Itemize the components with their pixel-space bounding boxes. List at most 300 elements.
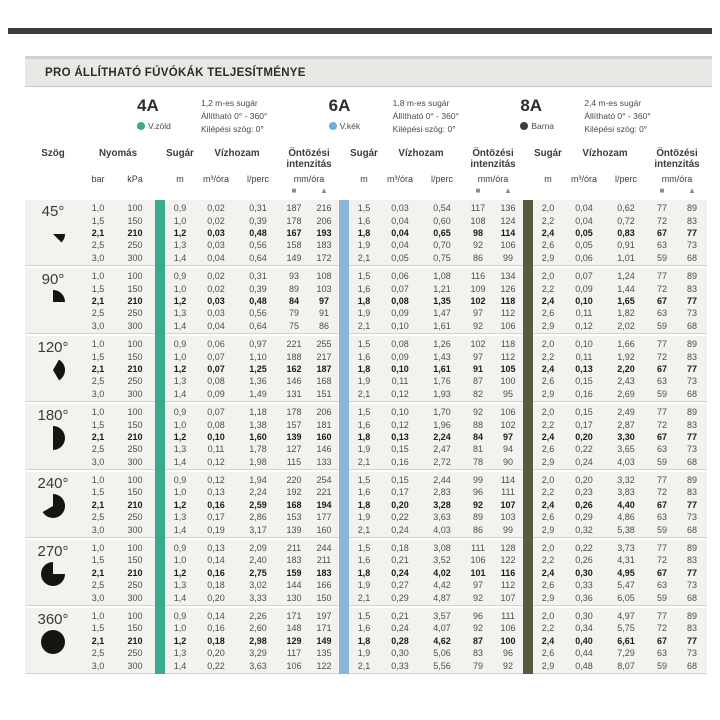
nozzle-desc-line: 2,4 m-es sugár bbox=[584, 98, 642, 108]
data-value: 1,4 bbox=[173, 388, 187, 399]
data-value: 187 bbox=[286, 203, 302, 214]
data-value: 112 bbox=[500, 351, 516, 362]
data-value: 172 bbox=[316, 252, 332, 263]
nozzle-desc-line: Állítható 0° - 360° bbox=[201, 111, 268, 122]
data-value: 1,0 bbox=[173, 487, 187, 498]
data-value: 146 bbox=[316, 444, 332, 455]
data-value: 94 bbox=[502, 444, 513, 455]
table-row bbox=[81, 338, 707, 350]
data-value: 77 bbox=[686, 431, 697, 442]
data-value: 1,6 bbox=[357, 351, 371, 362]
data-value: 103 bbox=[316, 283, 332, 294]
table-row bbox=[81, 307, 707, 319]
data-value: 0,39 bbox=[249, 215, 267, 226]
pressure-kpa-value: 210 bbox=[127, 363, 143, 374]
data-value: 0,70 bbox=[433, 240, 451, 251]
table-row bbox=[81, 363, 707, 375]
data-value: 2,83 bbox=[433, 487, 451, 498]
data-value: 117 bbox=[286, 648, 302, 659]
data-value: 1,43 bbox=[433, 351, 451, 362]
data-value: 68 bbox=[686, 660, 697, 671]
angle-sector-icon bbox=[25, 493, 81, 524]
data-value: 2,1 bbox=[357, 456, 371, 467]
data-value: 0,26 bbox=[575, 555, 593, 566]
data-value: 0,02 bbox=[207, 271, 225, 282]
pressure-bar-value: 2,5 bbox=[91, 512, 105, 523]
angle-label: 240° bbox=[37, 474, 69, 492]
data-value: 88 bbox=[472, 419, 483, 430]
data-value: 59 bbox=[656, 592, 667, 603]
data-value: 63 bbox=[656, 308, 667, 319]
data-value: 67 bbox=[656, 228, 667, 239]
data-value: 1,8 bbox=[357, 228, 371, 239]
data-value: 2,2 bbox=[541, 283, 555, 294]
pressure-bar-value: 2,5 bbox=[91, 648, 105, 659]
data-value: 0,34 bbox=[575, 623, 593, 634]
data-value: 1,6 bbox=[357, 623, 371, 634]
col-m: m bbox=[544, 173, 552, 184]
data-value: 2,2 bbox=[541, 623, 555, 634]
data-value: 118 bbox=[500, 339, 516, 350]
data-value: 160 bbox=[316, 524, 332, 535]
data-value: 72 bbox=[656, 555, 667, 566]
data-value: 114 bbox=[500, 475, 516, 486]
data-value: 0,06 bbox=[575, 252, 593, 263]
data-value: 73 bbox=[686, 376, 697, 387]
data-value: 183 bbox=[316, 240, 332, 251]
data-value: 0,07 bbox=[207, 363, 225, 374]
pressure-kpa-value: 210 bbox=[127, 635, 143, 646]
data-value: 0,60 bbox=[433, 215, 451, 226]
block-rows bbox=[81, 608, 707, 673]
data-value: 102 bbox=[470, 339, 486, 350]
data-value: 117 bbox=[470, 203, 486, 214]
col-l-perc: l/perc bbox=[430, 173, 453, 184]
data-value: 1,18 bbox=[249, 407, 267, 418]
pressure-bar-value: 1,5 bbox=[91, 487, 105, 498]
triangle-symbol-icon: ▲ bbox=[504, 185, 512, 195]
data-value: 93 bbox=[288, 271, 299, 282]
data-value: 0,44 bbox=[575, 648, 593, 659]
data-value: 2,2 bbox=[541, 487, 555, 498]
data-value: 1,4 bbox=[173, 320, 187, 331]
data-value: 2,1 bbox=[357, 320, 371, 331]
data-value: 133 bbox=[316, 456, 332, 467]
data-value: 216 bbox=[316, 203, 332, 214]
data-value: 1,2 bbox=[173, 363, 187, 374]
data-value: 0,54 bbox=[433, 203, 451, 214]
angle-sector-icon bbox=[25, 425, 81, 456]
data-value: 4,07 bbox=[433, 623, 451, 634]
pressure-kpa-value: 100 bbox=[127, 271, 143, 282]
data-value: 2,9 bbox=[541, 320, 555, 331]
col-ontozesi-intenzitas: Öntözési intenzitás bbox=[470, 148, 516, 171]
data-value: 0,40 bbox=[575, 635, 593, 646]
angle-block bbox=[25, 608, 707, 674]
pressure-kpa-value: 300 bbox=[127, 456, 143, 467]
data-value: 2,2 bbox=[541, 419, 555, 430]
pressure-kpa-value: 210 bbox=[127, 499, 143, 510]
data-value: 0,09 bbox=[391, 351, 409, 362]
data-value: 2,2 bbox=[541, 351, 555, 362]
col-m3-ora: m³/óra bbox=[202, 173, 229, 184]
data-value: 89 bbox=[686, 339, 697, 350]
data-value: 3,32 bbox=[617, 475, 635, 486]
data-value: 2,09 bbox=[249, 543, 267, 554]
data-value: 0,19 bbox=[207, 524, 225, 535]
data-value: 0,30 bbox=[391, 648, 409, 659]
data-value: 106 bbox=[500, 320, 516, 331]
data-value: 116 bbox=[500, 567, 516, 578]
data-value: 2,9 bbox=[541, 456, 555, 467]
data-value: 158 bbox=[286, 240, 302, 251]
data-value: 0,02 bbox=[207, 283, 225, 294]
data-value: 1,3 bbox=[173, 308, 187, 319]
nozzle-id bbox=[329, 95, 393, 137]
pressure-kpa-value: 250 bbox=[127, 444, 143, 455]
data-value: 1,9 bbox=[357, 444, 371, 455]
col-nyomas: Nyomás bbox=[98, 148, 138, 159]
data-value: 0,10 bbox=[207, 431, 225, 442]
col-l-perc: l/perc bbox=[246, 173, 269, 184]
data-value: 73 bbox=[686, 512, 697, 523]
data-value: 1,2 bbox=[173, 567, 187, 578]
block-rows bbox=[81, 200, 707, 265]
nozzle-description bbox=[393, 97, 459, 137]
table-row bbox=[81, 659, 707, 671]
data-value: 1,25 bbox=[249, 363, 267, 374]
data-value: 77 bbox=[686, 567, 697, 578]
pressure-bar-value: 2,1 bbox=[91, 228, 105, 239]
block-rows bbox=[81, 336, 707, 401]
data-value: 183 bbox=[286, 555, 302, 566]
data-value: 5,75 bbox=[617, 623, 635, 634]
pressure-bar-value: 1,0 bbox=[91, 407, 105, 418]
col-vizhozam: Vízhozam bbox=[214, 148, 260, 159]
data-value: 77 bbox=[656, 543, 667, 554]
data-value: 1,8 bbox=[357, 295, 371, 306]
data-value: 2,0 bbox=[541, 203, 555, 214]
data-value: 0,10 bbox=[391, 407, 409, 418]
col-m3-ora: m³/óra bbox=[386, 173, 413, 184]
data-value: 77 bbox=[686, 228, 697, 239]
data-value: 77 bbox=[686, 363, 697, 374]
table-row bbox=[81, 523, 707, 535]
data-value: 63 bbox=[656, 512, 667, 523]
nozzle-color-dot-icon bbox=[137, 122, 145, 130]
data-value: 0,04 bbox=[207, 320, 225, 331]
table-row bbox=[81, 455, 707, 467]
data-value: 87 bbox=[472, 376, 483, 387]
data-value: 1,5 bbox=[357, 271, 371, 282]
data-value: 1,9 bbox=[357, 580, 371, 591]
nozzle-desc-line: Állítható 0° - 360° bbox=[392, 111, 460, 122]
data-value: 89 bbox=[686, 610, 697, 621]
data-value: 89 bbox=[288, 283, 299, 294]
data-value: 0,12 bbox=[391, 419, 409, 430]
data-value: 1,8 bbox=[357, 499, 371, 510]
data-value: 72 bbox=[656, 419, 667, 430]
angle-label: 90° bbox=[41, 271, 65, 289]
table-row bbox=[81, 431, 707, 443]
data-value: 0,02 bbox=[207, 203, 225, 214]
data-value: 0,12 bbox=[207, 475, 225, 486]
pressure-bar-value: 1,0 bbox=[91, 610, 105, 621]
data-value: 83 bbox=[686, 351, 697, 362]
data-value: 1,8 bbox=[357, 363, 371, 374]
data-value: 0,20 bbox=[575, 431, 593, 442]
data-value: 0,18 bbox=[391, 543, 409, 554]
data-value: 90 bbox=[502, 456, 513, 467]
angle-block bbox=[25, 540, 707, 606]
data-value: 2,20 bbox=[617, 363, 635, 374]
pressure-kpa-value: 300 bbox=[127, 524, 143, 535]
data-value: 217 bbox=[316, 351, 332, 362]
col-ontozesi-intenzitas: Öntözési intenzitás bbox=[286, 148, 332, 171]
data-value: 0,03 bbox=[207, 295, 225, 306]
data-value: 255 bbox=[316, 339, 332, 350]
data-value: 0,15 bbox=[391, 475, 409, 486]
pressure-kpa-value: 100 bbox=[127, 543, 143, 554]
angle-sector-icon bbox=[25, 629, 81, 660]
angle-label: 120° bbox=[37, 338, 69, 356]
data-value: 86 bbox=[318, 320, 329, 331]
nozzle-id bbox=[137, 95, 201, 137]
square-symbol-icon: ■ bbox=[291, 185, 297, 195]
data-value: 0,9 bbox=[173, 203, 187, 214]
col-vizhozam: Vízhozam bbox=[582, 148, 628, 159]
data-value: 1,61 bbox=[433, 363, 451, 374]
data-value: 2,72 bbox=[433, 456, 451, 467]
data-value: 0,14 bbox=[207, 555, 225, 566]
pressure-bar-value: 3,0 bbox=[91, 320, 105, 331]
pressure-bar-value: 1,0 bbox=[91, 475, 105, 486]
data-value: 0,17 bbox=[575, 419, 593, 430]
data-value: 2,4 bbox=[541, 499, 555, 510]
data-value: 0,03 bbox=[207, 240, 225, 251]
data-value: 92 bbox=[472, 320, 483, 331]
data-value: 0,05 bbox=[575, 240, 593, 251]
table-row bbox=[81, 350, 707, 362]
data-value: 1,9 bbox=[357, 648, 371, 659]
data-value: 0,15 bbox=[575, 376, 593, 387]
data-value: 0,56 bbox=[249, 240, 267, 251]
data-value: 254 bbox=[316, 475, 332, 486]
data-value: 1,49 bbox=[249, 388, 267, 399]
data-value: 2,6 bbox=[541, 512, 555, 523]
data-value: 72 bbox=[656, 487, 667, 498]
table-row bbox=[81, 418, 707, 430]
data-value: 2,4 bbox=[541, 567, 555, 578]
data-value: 101 bbox=[470, 567, 486, 578]
pressure-kpa-value: 150 bbox=[127, 555, 143, 566]
table-row bbox=[81, 295, 707, 307]
pressure-kpa-value: 150 bbox=[127, 419, 143, 430]
data-value: 0,9 bbox=[173, 543, 187, 554]
data-value: 72 bbox=[656, 215, 667, 226]
data-value: 92 bbox=[472, 499, 483, 510]
col-vizhozam: Vízhozam bbox=[398, 148, 444, 159]
data-value: 0,04 bbox=[207, 252, 225, 263]
data-value: 149 bbox=[286, 252, 302, 263]
data-value: 2,26 bbox=[249, 610, 267, 621]
data-value: 67 bbox=[656, 363, 667, 374]
col-m: m bbox=[176, 173, 184, 184]
data-value: 3,02 bbox=[249, 580, 267, 591]
data-value: 89 bbox=[686, 475, 697, 486]
data-value: 4,02 bbox=[433, 567, 451, 578]
data-value: 67 bbox=[656, 431, 667, 442]
data-value: 77 bbox=[656, 339, 667, 350]
data-value: 0,13 bbox=[575, 363, 593, 374]
data-value: 221 bbox=[316, 487, 332, 498]
data-value: 171 bbox=[316, 623, 332, 634]
data-value: 4,87 bbox=[433, 592, 451, 603]
data-value: 194 bbox=[316, 499, 332, 510]
pressure-kpa-value: 210 bbox=[127, 228, 143, 239]
data-value: 1,6 bbox=[357, 419, 371, 430]
data-value: 2,4 bbox=[541, 295, 555, 306]
nozzle-code: 8A bbox=[520, 96, 543, 115]
pressure-bar-value: 1,5 bbox=[91, 283, 105, 294]
data-value: 2,87 bbox=[617, 419, 635, 430]
data-value: 63 bbox=[656, 240, 667, 251]
data-value: 2,75 bbox=[249, 567, 267, 578]
data-value: 3,30 bbox=[617, 431, 635, 442]
pressure-bar-value: 3,0 bbox=[91, 252, 105, 263]
data-value: 157 bbox=[286, 419, 302, 430]
data-value: 130 bbox=[286, 592, 302, 603]
data-value: 2,9 bbox=[541, 660, 555, 671]
data-value: 1,5 bbox=[357, 610, 371, 621]
nozzle-code: 6A bbox=[328, 96, 351, 115]
pressure-bar-value: 1,5 bbox=[91, 215, 105, 226]
pressure-kpa-value: 300 bbox=[127, 660, 143, 671]
pressure-bar-value: 2,1 bbox=[91, 567, 105, 578]
data-value: 1,2 bbox=[173, 499, 187, 510]
data-value: 103 bbox=[500, 512, 516, 523]
pressure-kpa-value: 210 bbox=[127, 431, 143, 442]
pressure-kpa-value: 250 bbox=[127, 240, 143, 251]
data-value: 2,49 bbox=[617, 407, 635, 418]
data-value: 0,18 bbox=[207, 580, 225, 591]
data-value: 2,60 bbox=[249, 623, 267, 634]
data-value: 187 bbox=[316, 363, 332, 374]
pressure-kpa-value: 100 bbox=[127, 475, 143, 486]
data-value: 0,36 bbox=[575, 592, 593, 603]
data-value: 1,82 bbox=[617, 308, 635, 319]
data-value: 77 bbox=[656, 203, 667, 214]
data-value: 1,92 bbox=[617, 351, 635, 362]
data-value: 1,36 bbox=[249, 376, 267, 387]
data-value: 0,08 bbox=[207, 376, 225, 387]
data-value: 1,66 bbox=[617, 339, 635, 350]
data-value: 0,48 bbox=[575, 660, 593, 671]
triangle-symbol-icon: ▲ bbox=[688, 185, 696, 195]
data-value: 6,61 bbox=[617, 635, 635, 646]
data-value: 1,96 bbox=[433, 419, 451, 430]
data-value: 4,03 bbox=[617, 456, 635, 467]
data-value: 91 bbox=[318, 308, 329, 319]
data-value: 0,64 bbox=[249, 320, 267, 331]
data-value: 73 bbox=[686, 648, 697, 659]
nozzle-color-dot-icon bbox=[520, 122, 528, 130]
pressure-bar-value: 1,5 bbox=[91, 419, 105, 430]
data-value: 160 bbox=[316, 431, 332, 442]
data-value: 1,47 bbox=[433, 308, 451, 319]
data-value: 0,11 bbox=[575, 308, 593, 319]
data-value: 116 bbox=[470, 271, 486, 282]
data-value: 3,63 bbox=[249, 660, 267, 671]
data-value: 1,8 bbox=[357, 567, 371, 578]
data-value: 59 bbox=[656, 524, 667, 535]
data-value: 73 bbox=[686, 240, 697, 251]
data-value: 1,5 bbox=[357, 203, 371, 214]
data-value: 2,0 bbox=[541, 339, 555, 350]
table-row bbox=[81, 542, 707, 554]
data-value: 0,09 bbox=[207, 388, 225, 399]
data-value: 166 bbox=[316, 580, 332, 591]
data-value: 1,61 bbox=[433, 320, 451, 331]
data-value: 63 bbox=[656, 580, 667, 591]
col-mm-ora: mm/óra bbox=[661, 173, 693, 184]
data-value: 106 bbox=[500, 623, 516, 634]
data-value: 68 bbox=[686, 320, 697, 331]
top-divider-bar bbox=[8, 28, 712, 34]
data-value: 0,23 bbox=[575, 487, 593, 498]
nozzle-desc-line: Állítható 0° - 360° bbox=[584, 111, 651, 122]
col-sugar: Sugár bbox=[166, 148, 194, 159]
pressure-kpa-value: 100 bbox=[127, 407, 143, 418]
data-value: 7,29 bbox=[617, 648, 635, 659]
data-value: 1,3 bbox=[173, 376, 187, 387]
pressure-bar-value: 2,1 bbox=[91, 363, 105, 374]
table-row bbox=[81, 443, 707, 455]
data-value: 4,95 bbox=[617, 567, 635, 578]
data-value: 109 bbox=[470, 283, 486, 294]
data-value: 2,98 bbox=[249, 635, 267, 646]
data-value: 67 bbox=[656, 635, 667, 646]
angle-cell bbox=[25, 404, 81, 469]
table-row bbox=[81, 282, 707, 294]
data-value: 63 bbox=[656, 444, 667, 455]
pressure-bar-value: 2,5 bbox=[91, 580, 105, 591]
data-value: 1,0 bbox=[173, 215, 187, 226]
data-value: 206 bbox=[316, 215, 332, 226]
data-value: 97 bbox=[318, 295, 329, 306]
data-value: 1,6 bbox=[357, 283, 371, 294]
data-value: 1,01 bbox=[617, 252, 635, 263]
data-value: 1,5 bbox=[357, 475, 371, 486]
nozzle-legend bbox=[25, 95, 712, 137]
data-value: 1,3 bbox=[173, 240, 187, 251]
pressure-bar-value: 1,0 bbox=[91, 271, 105, 282]
angle-label: 180° bbox=[37, 406, 69, 424]
data-value: 83 bbox=[686, 215, 697, 226]
data-value: 0,09 bbox=[575, 283, 593, 294]
nozzle-group-4A bbox=[137, 95, 329, 137]
data-value: 2,0 bbox=[541, 610, 555, 621]
data-value: 2,9 bbox=[541, 388, 555, 399]
data-value: 2,0 bbox=[541, 475, 555, 486]
table-row bbox=[81, 252, 707, 264]
data-value: 0,9 bbox=[173, 271, 187, 282]
angle-cell bbox=[25, 608, 81, 673]
block-rows bbox=[81, 472, 707, 537]
data-value: 0,48 bbox=[249, 295, 267, 306]
data-value: 0,65 bbox=[433, 228, 451, 239]
data-value: 126 bbox=[500, 283, 516, 294]
